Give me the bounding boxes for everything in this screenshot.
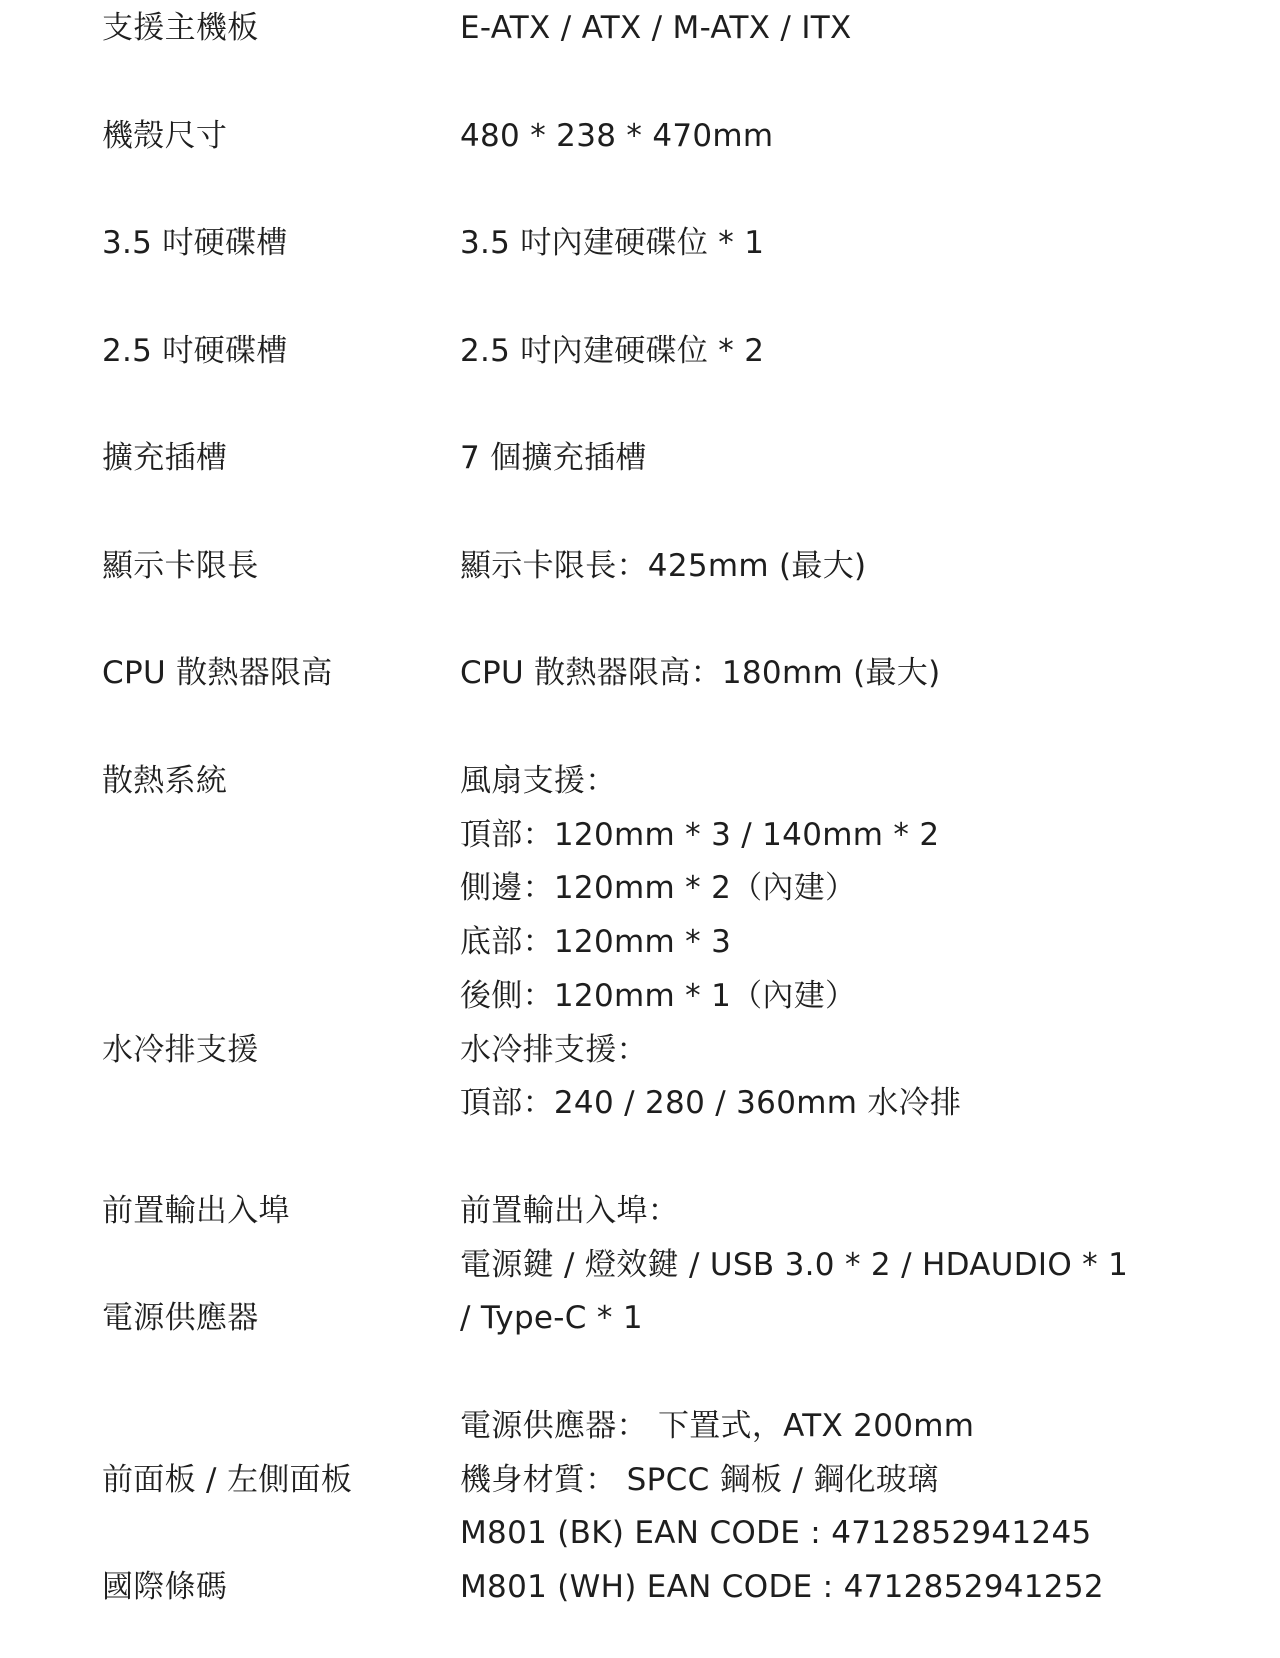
spec-value-psu: 電源供應器： 下置式，ATX 200mm <box>460 1408 975 1444</box>
spec-value-case-size: 480 * 238 * 470mm <box>460 118 774 154</box>
spec-value-radiator-line: 水冷排支援： <box>460 1032 648 1068</box>
spec-value-cooling-line: 頂部：120mm * 3 / 140mm * 2 <box>460 817 940 853</box>
spec-label-motherboard: 支援主機板 <box>102 10 259 46</box>
spec-label-cooling: 散熱系統 <box>102 763 228 799</box>
spec-label-psu: 電源供應器 <box>102 1300 259 1336</box>
spec-label-gpu: 顯示卡限長 <box>102 548 259 584</box>
spec-value-ean-line: M801 (BK) EAN CODE : 4712852941245 <box>460 1515 1092 1551</box>
spec-label-case-size: 機殼尺寸 <box>102 118 228 154</box>
spec-value-gpu: 顯示卡限長：425mm (最大) <box>460 548 867 584</box>
spec-value-radiator-line: 頂部：240 / 280 / 360mm 水冷排 <box>460 1085 962 1121</box>
spec-label-cpu-cooler: CPU 散熱器限高 <box>102 655 333 691</box>
spec-value-front-io-line: 電源鍵 / 燈效鍵 / USB 3.0 * 2 / HDAUDIO * 1 <box>460 1247 1129 1283</box>
spec-value-cooling-line: 側邊：120mm * 2（內建） <box>460 870 857 906</box>
spec-label-bay-35: 3.5 吋硬碟槽 <box>102 225 288 261</box>
spec-value-bay-35: 3.5 吋內建硬碟位 * 1 <box>460 225 765 261</box>
spec-value-front-io-line: / Type-C * 1 <box>460 1300 643 1336</box>
spec-value-cpu-cooler: CPU 散熱器限高：180mm (最大) <box>460 655 941 691</box>
spec-value-bay-25: 2.5 吋內建硬碟位 * 2 <box>460 333 765 369</box>
spec-value-cooling-line: 後側：120mm * 1（內建） <box>460 978 857 1014</box>
spec-label-expansion: 擴充插槽 <box>102 440 228 476</box>
spec-label-panel: 前面板 / 左側面板 <box>102 1462 353 1498</box>
spec-value-panel: 機身材質： SPCC 鋼板 / 鋼化玻璃 <box>460 1462 939 1498</box>
spec-label-radiator: 水冷排支援 <box>102 1032 259 1068</box>
spec-label-front-io: 前置輸出入埠 <box>102 1193 290 1229</box>
spec-value-cooling-line: 風扇支援： <box>460 763 617 799</box>
spec-value-front-io-line: 前置輸出入埠： <box>460 1193 680 1229</box>
spec-value-ean-line: M801 (WH) EAN CODE : 4712852941252 <box>460 1569 1104 1605</box>
spec-value-motherboard: E-ATX / ATX / M-ATX / ITX <box>460 10 852 46</box>
spec-value-cooling-line: 底部：120mm * 3 <box>460 924 732 960</box>
spec-label-ean: 國際條碼 <box>102 1569 228 1605</box>
spec-label-bay-25: 2.5 吋硬碟槽 <box>102 333 288 369</box>
spec-value-expansion: 7 個擴充插槽 <box>460 440 647 476</box>
